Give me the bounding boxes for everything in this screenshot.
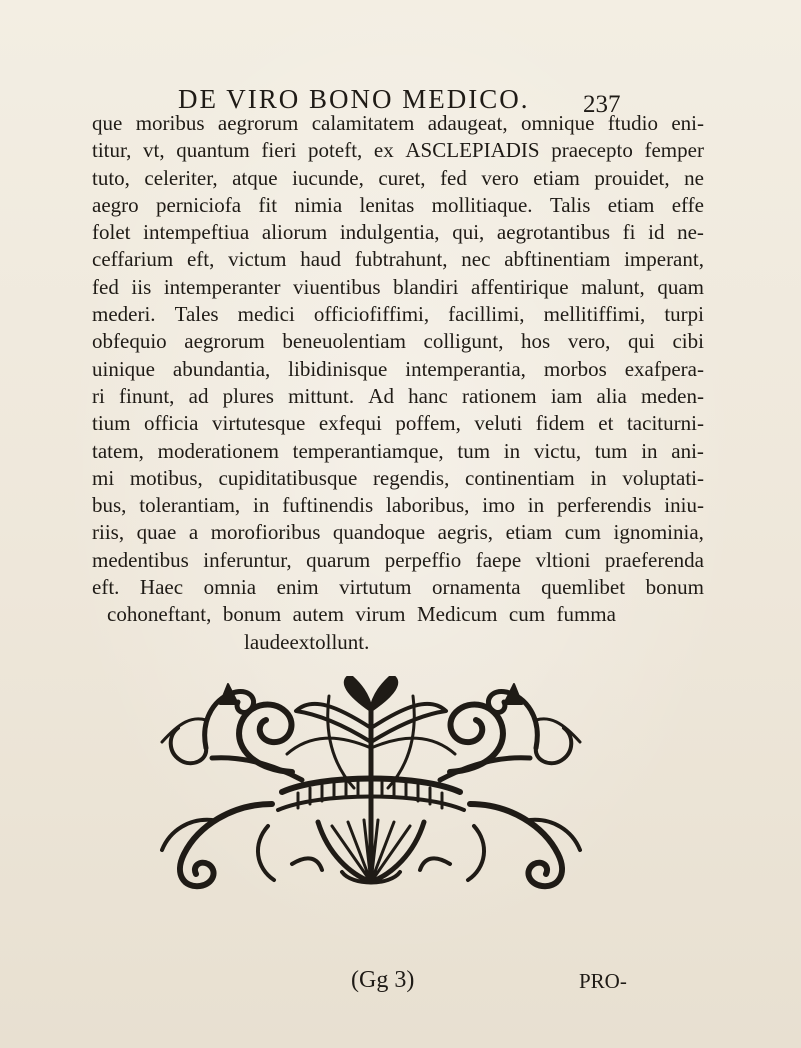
word: cupiditatibusque: [218, 465, 358, 490]
word: omnique: [520, 111, 595, 135]
word: mittunt.: [288, 383, 355, 408]
word: ne: [684, 165, 704, 190]
text-line: [92, 383, 704, 410]
word: vero: [481, 165, 519, 190]
word: fidem: [535, 411, 585, 436]
word: viuentibus: [293, 274, 381, 299]
word: etiam: [505, 520, 553, 545]
word: tolerantiam,: [139, 493, 241, 518]
signature-mark: (Gg 3): [351, 967, 415, 993]
word: bonum: [645, 575, 704, 600]
word: ri: [92, 383, 105, 408]
text-line: [92, 410, 704, 437]
word: praecepto: [551, 138, 633, 163]
word: effe: [671, 192, 704, 217]
text-line: [92, 574, 704, 601]
word: quarum: [306, 547, 371, 572]
word: perferendis: [556, 493, 652, 518]
word: moderationem: [157, 438, 279, 463]
word: a: [188, 520, 199, 545]
word: tium: [92, 411, 131, 436]
word: morbos: [543, 356, 607, 381]
word: laboribus,: [386, 493, 470, 518]
word: tatem,: [92, 438, 144, 463]
word: aegrorum: [184, 329, 265, 354]
word: Haec: [139, 575, 184, 600]
word: imperant,: [624, 247, 704, 272]
word: in: [641, 438, 658, 463]
text-line: [92, 492, 704, 519]
word: cum: [508, 602, 546, 627]
word: ceffarium: [92, 247, 174, 272]
word: rationem: [461, 383, 537, 408]
word: eni-: [671, 111, 704, 135]
word: hanc: [408, 383, 448, 408]
word: Talis: [549, 192, 591, 217]
word: ignominia,: [613, 520, 704, 545]
text-line: [92, 547, 704, 574]
word: moribus: [135, 111, 205, 135]
word: aegro: [92, 192, 139, 217]
word: etiam: [533, 165, 580, 190]
word: praeferenda: [604, 547, 704, 572]
word: tum: [594, 438, 628, 463]
page-number: 237: [583, 91, 621, 118]
word: in: [527, 493, 545, 518]
word: laude: [244, 629, 290, 654]
word: vero,: [567, 329, 611, 354]
text-line: [92, 246, 704, 273]
word: continentiam: [465, 465, 575, 490]
word: etiam: [607, 192, 655, 217]
word: iucunde,: [292, 165, 364, 190]
word: intemperanter: [163, 274, 281, 299]
word: malunt,: [581, 274, 645, 299]
word: fubtrahunt,: [354, 247, 448, 272]
word: nimia: [294, 192, 343, 217]
text-line: [92, 356, 704, 383]
word: extollunt.: [289, 629, 370, 654]
word: fumma: [556, 602, 616, 627]
word: fit: [258, 192, 278, 217]
word: abftinentiam: [504, 247, 611, 272]
word: eft,: [186, 247, 215, 272]
word: fed: [440, 165, 467, 190]
word: virtutum: [339, 575, 412, 600]
word: ftudio: [607, 111, 658, 135]
word: adaugeat,: [427, 111, 508, 135]
word: beneuolentiam: [282, 329, 406, 354]
word: meden-: [641, 383, 704, 408]
word: qui: [628, 329, 655, 354]
text-line: [92, 219, 704, 246]
word: uinique: [92, 356, 155, 381]
word: aegrorum: [217, 111, 299, 135]
word: ad: [188, 383, 209, 408]
word: turpi: [664, 302, 704, 327]
text-line: [92, 601, 704, 628]
word: imo: [482, 493, 515, 518]
word: perpeffio: [384, 547, 462, 572]
tailpiece-ornament: [152, 676, 590, 892]
word: perniciofa: [155, 192, 242, 217]
word: inferuntur,: [203, 547, 292, 572]
word: aliorum: [261, 220, 328, 245]
word: ex: [373, 138, 394, 163]
word: poffem,: [395, 411, 461, 436]
word: ornamenta: [431, 575, 521, 600]
word: riis,: [92, 520, 125, 545]
word: aegris,: [437, 520, 494, 545]
word: motibus,: [129, 465, 203, 490]
word: id: [648, 220, 665, 245]
word: tuto,: [92, 165, 130, 190]
word: medici: [237, 302, 295, 327]
word: bus,: [92, 493, 127, 518]
word: intemperantia,: [405, 356, 526, 381]
body-text: [92, 110, 704, 656]
word: exafpera-: [624, 356, 704, 381]
word: obfequio: [92, 329, 167, 354]
word: ne-: [677, 220, 704, 245]
text-line: [92, 519, 704, 546]
word: fieri: [261, 138, 297, 163]
word: faepe: [475, 547, 522, 572]
running-title: DE VIRO BONO MEDICO.: [178, 84, 530, 114]
word: haud: [300, 247, 342, 272]
word: virum: [355, 602, 406, 627]
catchword: PRO-: [579, 969, 627, 993]
text-line: [92, 274, 704, 301]
word: prouidet,: [594, 165, 670, 190]
word: nec: [461, 247, 491, 272]
word: in: [253, 493, 270, 518]
word: iam: [550, 383, 583, 408]
word: abundantia,: [172, 356, 271, 381]
word: celeriter,: [144, 165, 218, 190]
word: indulgentia,: [339, 220, 440, 245]
word: victum: [228, 247, 287, 272]
word: folet: [92, 220, 131, 245]
word: quantum: [176, 138, 250, 163]
word: cohoneftant,: [107, 602, 212, 627]
word: omnia: [203, 575, 257, 600]
word: temperantiamque,: [292, 438, 444, 463]
word: femper: [644, 138, 704, 163]
word: ASCLEPIADIS: [405, 138, 540, 163]
word: victu,: [533, 438, 582, 463]
word: fed: [92, 274, 119, 299]
word: veluti: [474, 411, 523, 436]
word: tum: [457, 438, 491, 463]
word: ani-: [671, 438, 704, 463]
word: virtutesque: [212, 411, 306, 436]
word: iis: [131, 274, 152, 299]
word: blandiri: [393, 274, 459, 299]
word: que: [92, 111, 123, 135]
text-line: [92, 465, 704, 492]
word: iniu-: [664, 493, 704, 518]
word: colligunt,: [423, 329, 504, 354]
word: enim: [276, 575, 319, 600]
word: cum: [564, 520, 601, 545]
word: voluptati-: [622, 465, 704, 490]
text-line: [92, 110, 704, 137]
text-line: [92, 192, 704, 219]
word: regendis,: [372, 465, 450, 490]
word: fuftinendis: [282, 493, 374, 518]
word: quandoque: [332, 520, 426, 545]
word: mellitiffimi,: [543, 302, 646, 327]
word: mollitiaque.: [431, 192, 533, 217]
text-line: [92, 438, 704, 465]
text-line: [92, 629, 704, 656]
word: plures: [222, 383, 274, 408]
word: et: [598, 411, 614, 436]
word: alia: [596, 383, 627, 408]
word: fi: [622, 220, 636, 245]
word: Tales: [174, 302, 219, 327]
word: lenitas: [359, 192, 415, 217]
word: atque: [232, 165, 278, 190]
word: Ad: [368, 383, 394, 408]
word: officia: [144, 411, 199, 436]
word: Medicum: [416, 602, 498, 627]
word: vltioni: [535, 547, 591, 572]
word: autem: [292, 602, 344, 627]
word: quae: [136, 520, 177, 545]
text-line: [92, 301, 704, 328]
text-line: [92, 328, 704, 355]
word: libidinisque: [288, 356, 388, 381]
word: taciturni-: [626, 411, 704, 436]
word: titur,: [92, 138, 132, 163]
word: officiofiffimi,: [313, 302, 430, 327]
word: in: [503, 438, 521, 463]
text-line: [92, 137, 704, 164]
word: calamitatem: [311, 111, 415, 135]
word: mederi.: [92, 302, 156, 327]
word: quam: [657, 274, 704, 299]
word: in: [590, 465, 607, 490]
word: quemlibet: [541, 575, 626, 600]
word: bonum: [222, 602, 282, 627]
word: qui,: [452, 220, 485, 245]
word: aegrotantibus: [496, 220, 611, 245]
word: exfequi: [318, 411, 382, 436]
word: finunt,: [119, 383, 175, 408]
word: medentibus: [92, 547, 189, 572]
word: affentirique: [471, 274, 569, 299]
word: vt,: [143, 138, 165, 163]
word: morofioribus: [210, 520, 321, 545]
word: cibi: [672, 329, 704, 354]
word: facillimi,: [448, 302, 525, 327]
word: curet,: [378, 165, 426, 190]
word: hos: [521, 329, 551, 354]
word: intempeftiua: [143, 220, 250, 245]
word: eft.: [92, 575, 120, 600]
text-line: [92, 165, 704, 192]
word: mi: [92, 465, 115, 490]
word: poteft,: [308, 138, 363, 163]
